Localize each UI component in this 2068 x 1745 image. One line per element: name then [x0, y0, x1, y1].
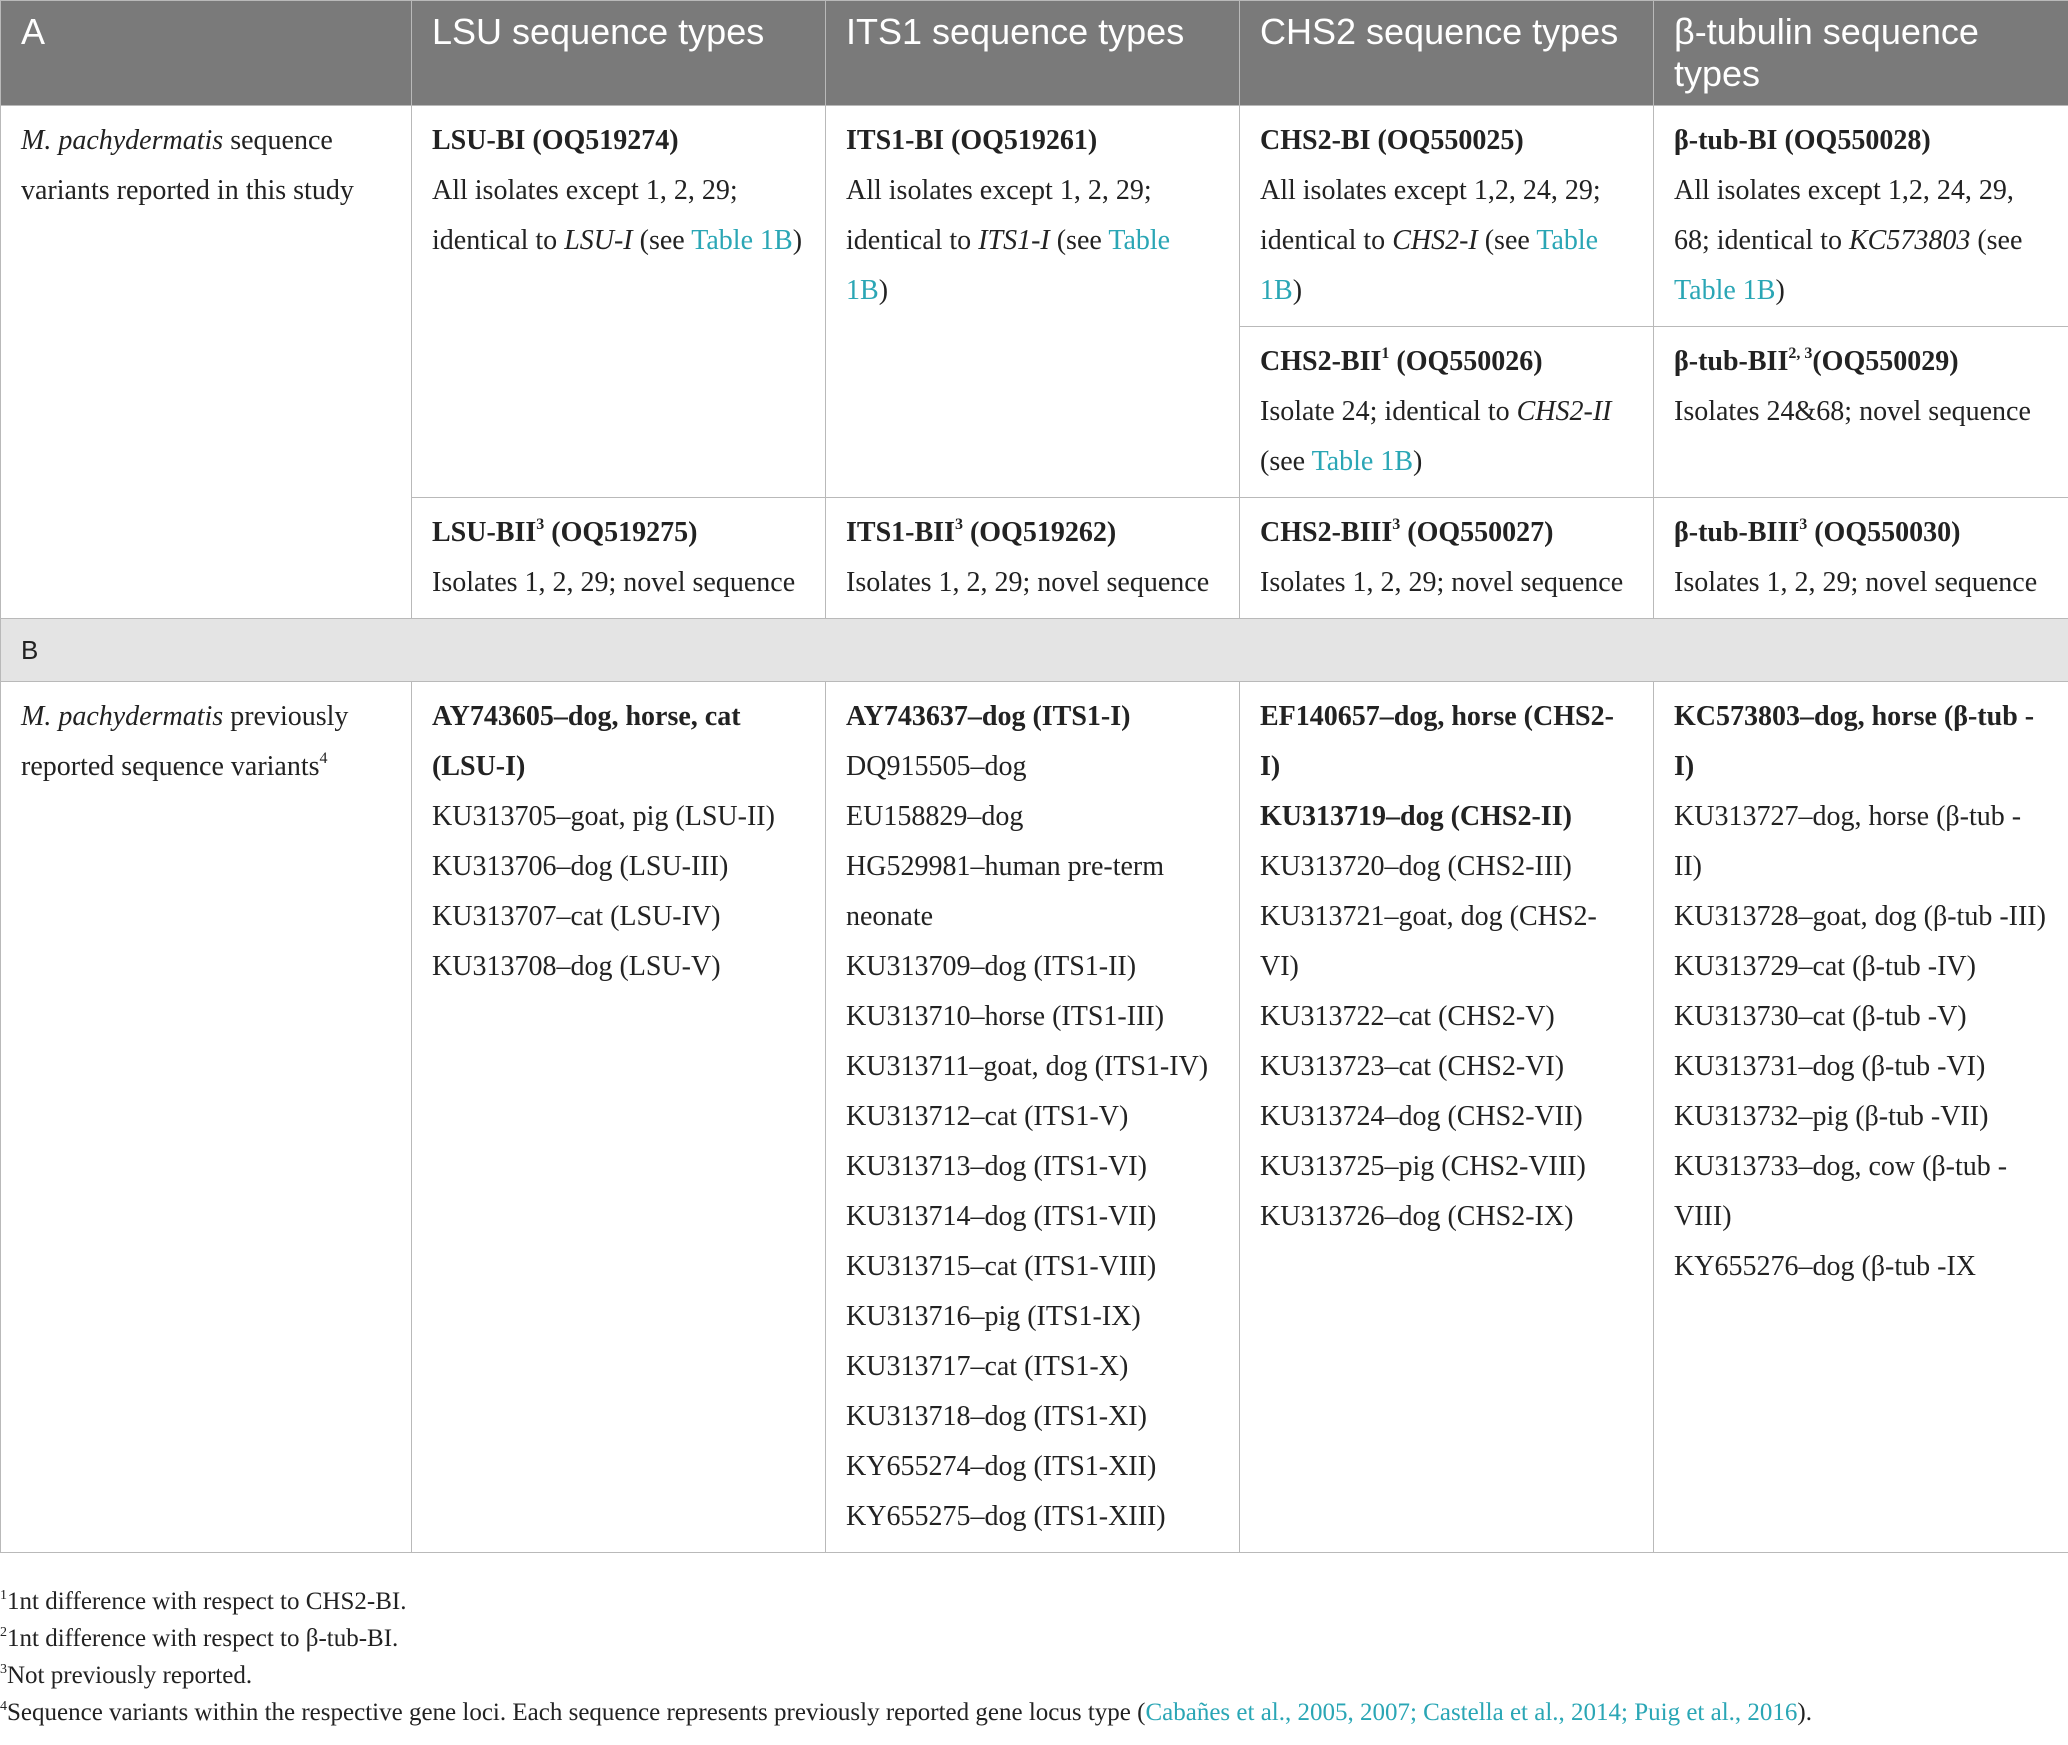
header-chs2: CHS2 sequence types	[1240, 1, 1654, 106]
list-item: KU313712–cat (ITS1-V)	[846, 1101, 1129, 1132]
list-item: KY655275–dog (ITS1-XIII)	[846, 1501, 1166, 1532]
row-label-previously-reported: M. pachydermatis previously reported sequence variants$^4$	[1, 682, 412, 1553]
header-its1: ITS1 sequence types	[826, 1, 1240, 106]
list-item: KU313709–dog (ITS1-II)	[846, 951, 1137, 982]
list-item: KU313707–cat (LSU-IV)	[432, 901, 721, 932]
list-item: KU313710–horse (ITS1-III)	[846, 1001, 1165, 1032]
table-row	[1, 106, 2068, 327]
list-item: KU313733–dog, cow (β-tub -VIII)	[1674, 1151, 2008, 1232]
list-item: KU313720–dog (CHS2-III)	[1260, 851, 1572, 882]
list-item: KU313722–cat (CHS2-V)	[1260, 1001, 1555, 1032]
cell-chs2-previous: EF140657–dog, horse (CHS2-I) KU313719–dog (CHS2-II) KU313720–dog (CHS2-III) KU313721–goat, dog (CHS2-VI) KU313722–cat (CHS2-V) KU313723–cat (CHS2-VI) KU313724–dog (CHS2-VII) KU313725–pig (CHS2-VIII) KU313726–dog (CHS2-IX)	[1240, 682, 1654, 1553]
cell-chs2-biii: CHS2-BIII$^3$ (OQ550027) Isolates 1, 2, 29; novel sequence	[1240, 498, 1654, 619]
header-section-a: A	[1, 1, 412, 106]
cell-its1-previous: AY743637–dog (ITS1-I) DQ915505–dog EU158829–dog HG529981–human pre-term neonate KU313709–dog (ITS1-II) KU313710–horse (ITS1-III) KU313711–goat, dog (ITS1-IV) KU313712–cat (ITS1-V) KU313713–dog (ITS1-VI) KU313714–dog (ITS1-VII) KU313715–cat (ITS1-VIII) KU313716–pig (ITS1-IX) KU313717–cat (ITS1-X) KU313718–dog (ITS1-XI) KY655274–dog (ITS1-XII) KY655275–dog (ITS1-XIII)	[826, 682, 1240, 1553]
list-item: KU313725–pig (CHS2-VIII)	[1260, 1151, 1586, 1182]
footnote-3: $^3$Not previously reported.	[0, 1662, 253, 1689]
list-item: KU313724–dog (CHS2-VII)	[1260, 1101, 1583, 1132]
header-btubulin: β-tubulin sequence types	[1654, 1, 2068, 106]
cell-btub-previous: KC573803–dog, horse (β-tub -I) KU313727–dog, horse (β-tub -II) KU313728–goat, dog (β-tub -III) KU313729–cat (β-tub -IV) KU313730–cat (β-tub -V) KU313731–dog (β-tub -VI) KU313732–pig (β-tub -VII) KU313733–dog, cow (β-tub -VIII) KY655276–dog (β-tub -IX	[1654, 682, 2068, 1553]
header-row	[1, 1, 2068, 106]
list-item: KU313728–goat, dog (β-tub -III)	[1674, 901, 2046, 932]
cell-chs2-bii: CHS2-BII$^1$ (OQ550026) Isolate 24; identical to CHS2-II (see Table 1B)	[1240, 327, 1654, 498]
list-item: KU313706–dog (LSU-III)	[432, 851, 729, 882]
list-item: KU313708–dog (LSU-V)	[432, 951, 721, 982]
footnote-4: $^4$Sequence variants within the respective gene loci. Each sequence represents previously reported gene locus type (Cabañes et al., 2005, 2007; Castella et al., 2014; Puig et al., 2016).	[0, 1699, 1812, 1726]
footnote-2: $^2$1nt difference with respect to β-tub-BI.	[0, 1625, 399, 1652]
section-b-label: B	[1, 619, 2068, 682]
cell-lsu-bii: LSU-BII$^3$ (OQ519275) Isolates 1, 2, 29; novel sequence	[412, 498, 826, 619]
cell-btub-biii: β-tub-BIII$^3$ (OQ550030) Isolates 1, 2, 29; novel sequence	[1654, 498, 2068, 619]
cell-its1-bii: ITS1-BII$^3$ (OQ519262) Isolates 1, 2, 29; novel sequence	[826, 498, 1240, 619]
list-item: KU313726–dog (CHS2-IX)	[1260, 1201, 1574, 1232]
list-item: KU313731–dog (β-tub -VI)	[1674, 1051, 1986, 1082]
list-item: DQ915505–dog	[846, 751, 1027, 782]
list-item: KU313705–goat, pig (LSU-II)	[432, 801, 775, 832]
list-item: KU313729–cat (β-tub -IV)	[1674, 951, 1976, 982]
list-item: KU313727–dog, horse (β-tub -II)	[1674, 801, 2022, 882]
table-1b-link[interactable]: Table 1B	[1674, 275, 1776, 306]
footnotes	[0, 1583, 2068, 1731]
table-row	[1, 682, 2068, 1553]
section-b-row	[1, 619, 2068, 682]
list-item: EU158829–dog	[846, 801, 1024, 832]
list-item: KY655274–dog (ITS1-XII)	[846, 1451, 1157, 1482]
table-1b-link[interactable]: Table 1B	[846, 225, 1171, 306]
cell-chs2-bi: CHS2-BI (OQ550025) All isolates except 1,2, 24, 29; identical to CHS2-I (see Table 1B)	[1240, 106, 1654, 327]
table-1b-link[interactable]: Table 1B	[1311, 446, 1414, 477]
cell-btub-bii: β-tub-BII$^{2, 3}$(OQ550029) Isolates 24&68; novel sequence	[1654, 327, 2068, 498]
list-item: KU313714–dog (ITS1-VII)	[846, 1201, 1157, 1232]
cell-lsu-bi: LSU-BI (OQ519274) All isolates except 1, 2, 29; identical to LSU-I (see Table 1B)	[412, 106, 826, 498]
table-1b-link[interactable]: Table 1B	[691, 225, 793, 256]
list-item: KU313732–pig (β-tub -VII)	[1674, 1101, 1989, 1132]
list-item: KU313718–dog (ITS1-XI)	[846, 1401, 1147, 1432]
cell-lsu-previous: AY743605–dog, horse, cat (LSU-I) KU313705–goat, pig (LSU-II) KU313706–dog (LSU-III) KU313707–cat (LSU-IV) KU313708–dog (LSU-V)	[412, 682, 826, 1553]
cell-its1-bi: ITS1-BI (OQ519261) All isolates except 1, 2, 29; identical to ITS1-I (see Table 1B)	[826, 106, 1240, 498]
table-1b-link[interactable]: Table 1B	[1260, 225, 1599, 306]
list-item: KU313730–cat (β-tub -V)	[1674, 1001, 1967, 1032]
list-item: KU313713–dog (ITS1-VI)	[846, 1151, 1147, 1182]
list-item: KU313721–goat, dog (CHS2-VI)	[1260, 901, 1597, 982]
citation-link[interactable]: Cabañes et al., 2005, 2007; Castella et al., 2014; Puig et al., 2016	[1145, 1699, 1798, 1726]
list-item: KU313723–cat (CHS2-VI)	[1260, 1051, 1565, 1082]
list-item: KU313711–goat, dog (ITS1-IV)	[846, 1051, 1209, 1082]
footnote-1: $^1$1nt difference with respect to CHS2-BI.	[0, 1588, 407, 1615]
list-item: HG529981–human pre-term neonate	[846, 851, 1165, 932]
list-item: KU313715–cat (ITS1-VIII)	[846, 1251, 1157, 1282]
list-item: KU313716–pig (ITS1-IX)	[846, 1301, 1141, 1332]
cell-btub-bi: β-tub-BI (OQ550028) All isolates except 1,2, 24, 29, 68; identical to KC573803 (see Table 1B)	[1654, 106, 2068, 327]
header-lsu: LSU sequence types	[412, 1, 826, 106]
list-item: KY655276–dog (β-tub -IX	[1674, 1251, 1976, 1282]
row-label-this-study: M. pachydermatis sequence variants reported in this study	[1, 106, 412, 619]
list-item: KU313717–cat (ITS1-X)	[846, 1351, 1129, 1382]
